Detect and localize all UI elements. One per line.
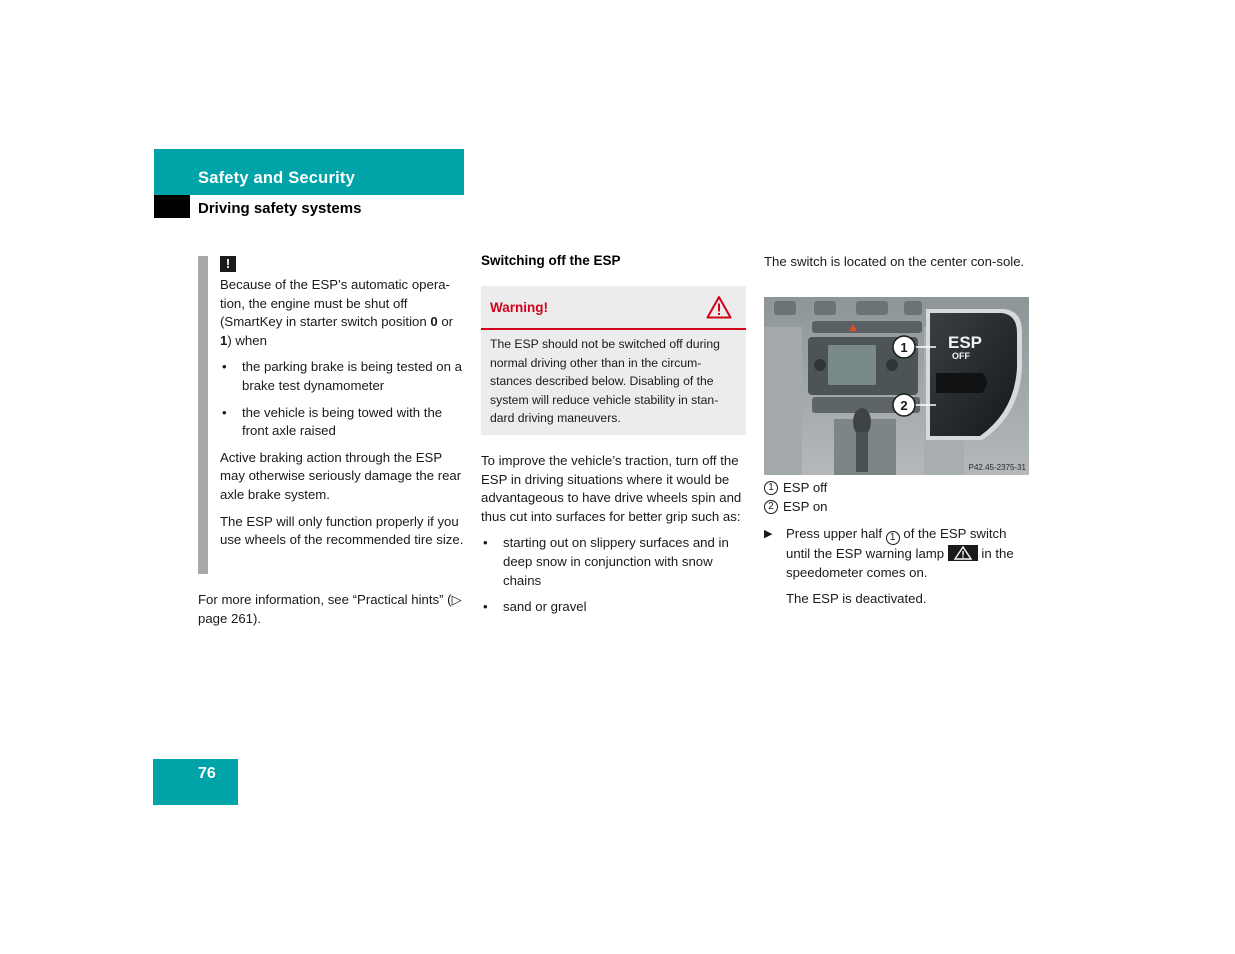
arrow-right-icon: ▶ <box>764 528 773 540</box>
situation-list <box>481 534 749 616</box>
callout-2: 2 <box>900 398 908 413</box>
warning-label: Warning! <box>490 300 548 315</box>
legend-number: 1 <box>764 481 778 495</box>
more-info-link[interactable]: For more information, see “Practical hints” (▷ page 261). <box>198 592 462 626</box>
list-item: • the parking brake is being tested on a brake test dynamometer <box>220 358 464 395</box>
instruction-step <box>764 525 1032 609</box>
warning-text: The ESP should not be switched off during normal driving other than in the circum-stances described below. Disabling of the system will reduce vehicle stability in stan-dard driving maneuvers. <box>490 337 720 426</box>
warning-triangle-icon <box>706 295 732 319</box>
switch-location-text: The switch is located on the center con-sole. <box>764 254 1025 269</box>
exclamation-icon: ! <box>220 256 236 272</box>
step-result: The ESP is deactivated. <box>786 591 927 607</box>
note-paragraph: The ESP will only function properly if you use wheels of the recommended tire size. <box>220 513 464 548</box>
console-illustration <box>764 297 1029 475</box>
legend-number: 2 <box>764 500 778 514</box>
page-number: 76 <box>198 765 216 782</box>
section-title: Safety and Security <box>198 169 355 187</box>
callout-1: 1 <box>900 340 908 355</box>
col2-body <box>481 452 749 625</box>
note-paragraph: Active braking action through the ESP may otherwise seriously damage the rear axle brake system. <box>220 449 462 502</box>
legend-item: 2 ESP on <box>764 498 1029 517</box>
note-bar <box>198 256 208 574</box>
subsection-marker <box>154 195 190 218</box>
traction-paragraph: To improve the vehicle’s traction, turn off the ESP in driving situations where it would be advantageous to have drive wheels spin and thus cut into surfaces for better grip such as: <box>481 453 742 524</box>
step-row: ▶ Press upper half 1 of the ESP switch until the ESP warning lamp in the speedometer comes on. <box>764 526 1014 580</box>
photo-legend <box>764 479 1029 516</box>
legend-item: 1 ESP off <box>764 479 1029 498</box>
warning-box <box>481 286 746 435</box>
step-number: 1 <box>886 531 900 545</box>
list-item: • sand or gravel <box>481 598 749 617</box>
page-number-box <box>153 759 238 805</box>
center-console-photo <box>764 297 1029 475</box>
list-item: • starting out on slippery surfaces and in deep snow in conjunction with snow chains <box>481 534 749 590</box>
esp-warning-lamp-icon <box>948 545 978 561</box>
note-intro: Because of the ESP’s automatic opera-tion, the engine must be shut off (SmartKey in starter switch position 0 or 1) when <box>220 277 454 348</box>
list-item: • the vehicle is being towed with the front axle raised <box>220 404 464 441</box>
subsection-title: Driving safety systems <box>198 200 362 217</box>
note-bullet-list <box>220 358 464 440</box>
warning-header <box>481 286 746 330</box>
note-content <box>220 276 464 558</box>
heading-switching-off-esp: Switching off the ESP <box>481 253 621 268</box>
photo-code: P42.45-2375-31 <box>968 463 1026 472</box>
esp-switch-label: ESP <box>948 333 983 352</box>
esp-off-label: OFF <box>952 351 970 361</box>
